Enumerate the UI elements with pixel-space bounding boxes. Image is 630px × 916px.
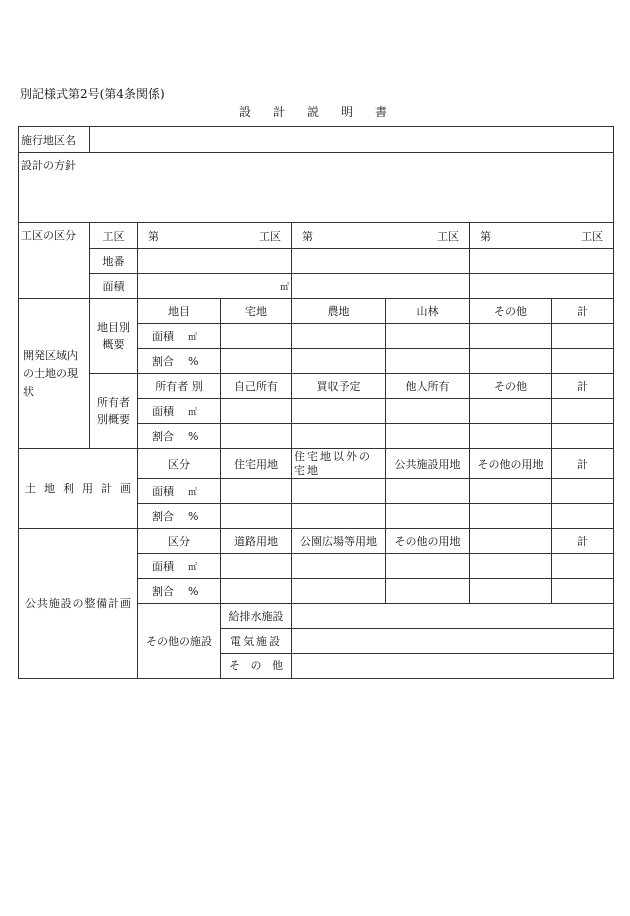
other-facilities-label: その他の施設 xyxy=(138,604,221,679)
design-policy-field[interactable] xyxy=(19,153,614,223)
cell[interactable] xyxy=(292,554,386,579)
section-1[interactable]: 第 工区 xyxy=(138,223,292,249)
category-area-label: 面積 ㎡ xyxy=(138,324,221,349)
district-name-label: 施行地区名 xyxy=(19,127,90,153)
cell[interactable] xyxy=(221,554,292,579)
public-col: 公園広場等用地 xyxy=(292,529,386,554)
cell[interactable] xyxy=(386,579,470,604)
cell[interactable] xyxy=(386,324,470,349)
section-area-1[interactable]: ㎡ xyxy=(138,274,292,299)
current-status-label: 開発区域内の土地の現状 xyxy=(19,299,90,449)
cell[interactable] xyxy=(552,424,614,449)
cell[interactable] xyxy=(470,554,552,579)
section-3[interactable]: 第 工区 xyxy=(470,223,614,249)
public-col: その他の用地 xyxy=(386,529,470,554)
section-area-2[interactable] xyxy=(292,274,470,299)
owner-col: 買収予定 xyxy=(292,374,386,399)
chiban-label: 地番 xyxy=(90,249,138,274)
cell[interactable] xyxy=(292,424,386,449)
cell[interactable] xyxy=(552,479,614,504)
public-col: 計 xyxy=(552,529,614,554)
cell[interactable] xyxy=(552,349,614,374)
water-supply-field[interactable] xyxy=(292,604,614,629)
cell[interactable] xyxy=(221,479,292,504)
cell[interactable] xyxy=(470,579,552,604)
land-use-col: 住宅用地 xyxy=(221,449,292,479)
category-col: 農地 xyxy=(292,299,386,324)
cell[interactable] xyxy=(292,349,386,374)
chiban-3[interactable] xyxy=(470,249,614,274)
cell[interactable] xyxy=(221,424,292,449)
cell[interactable] xyxy=(552,324,614,349)
category-col: その他 xyxy=(470,299,552,324)
land-use-col: 住宅地以外の宅地 xyxy=(292,449,386,479)
land-use-col: 計 xyxy=(552,449,614,479)
cell[interactable] xyxy=(292,579,386,604)
land-use-col: 公共施設用地 xyxy=(386,449,470,479)
land-use-label: 土地利用計画 xyxy=(19,449,138,529)
cell[interactable] xyxy=(386,399,470,424)
owner-col: その他 xyxy=(470,374,552,399)
cell[interactable] xyxy=(552,554,614,579)
design-explanation-form xyxy=(18,126,614,679)
cell[interactable] xyxy=(470,324,552,349)
land-use-kubun: 区分 xyxy=(138,449,221,479)
section-division-label: 工区の区分 xyxy=(19,223,90,299)
form-number: 別記様式第2号(第4条関係) xyxy=(20,87,165,101)
cell[interactable] xyxy=(221,324,292,349)
section-area-3[interactable] xyxy=(470,274,614,299)
land-use-ratio-label: 割合 % xyxy=(138,504,221,529)
public-area-label: 面積 ㎡ xyxy=(138,554,221,579)
owner-ratio-label: 割合 % xyxy=(138,424,221,449)
design-policy-label: 設計の方針 xyxy=(21,159,76,172)
owner-header: 所有者 別 xyxy=(138,374,221,399)
cell[interactable] xyxy=(386,479,470,504)
cell[interactable] xyxy=(292,504,386,529)
cell[interactable] xyxy=(292,479,386,504)
public-ratio-label: 割合 % xyxy=(138,579,221,604)
category-header: 地目 xyxy=(138,299,221,324)
cell[interactable] xyxy=(470,399,552,424)
land-use-col: その他の用地 xyxy=(470,449,552,479)
cell[interactable] xyxy=(292,324,386,349)
owner-col: 他人所有 xyxy=(386,374,470,399)
district-name-field[interactable] xyxy=(90,127,614,153)
cell[interactable] xyxy=(470,504,552,529)
public-col: 道路用地 xyxy=(221,529,292,554)
category-col: 宅地 xyxy=(221,299,292,324)
public-facilities-label: 公共施設の整備計画 xyxy=(19,529,138,679)
other-item-label: 給排水施設 xyxy=(221,604,292,629)
cell[interactable] xyxy=(386,424,470,449)
cell[interactable] xyxy=(552,399,614,424)
cell[interactable] xyxy=(470,479,552,504)
by-owner-label: 所有者別概要 xyxy=(90,374,138,449)
other-item-label: 電気施設 xyxy=(221,629,292,654)
cell[interactable] xyxy=(470,424,552,449)
chiban-1[interactable] xyxy=(138,249,292,274)
cell[interactable] xyxy=(292,399,386,424)
owner-col: 自己所有 xyxy=(221,374,292,399)
other-item-label: その他 xyxy=(221,654,292,679)
chiban-2[interactable] xyxy=(292,249,470,274)
cell[interactable] xyxy=(386,349,470,374)
electric-field[interactable] xyxy=(292,629,614,654)
by-category-label: 地目別概要 xyxy=(90,299,138,374)
public-kubun: 区分 xyxy=(138,529,221,554)
owner-col: 計 xyxy=(552,374,614,399)
cell[interactable] xyxy=(221,504,292,529)
cell[interactable] xyxy=(470,349,552,374)
section-area-label: 面積 xyxy=(90,274,138,299)
owner-area-label: 面積 ㎡ xyxy=(138,399,221,424)
cell[interactable] xyxy=(221,399,292,424)
category-ratio-label: 割合 % xyxy=(138,349,221,374)
cell[interactable] xyxy=(221,349,292,374)
cell[interactable] xyxy=(221,579,292,604)
land-use-area-label: 面積 ㎡ xyxy=(138,479,221,504)
cell[interactable] xyxy=(386,504,470,529)
cell[interactable] xyxy=(386,554,470,579)
form-title: 設計説明書 xyxy=(238,105,409,119)
cell[interactable] xyxy=(552,504,614,529)
category-col: 山林 xyxy=(386,299,470,324)
category-col: 計 xyxy=(552,299,614,324)
section-header: 工区 xyxy=(90,223,138,249)
other-field[interactable] xyxy=(292,654,614,679)
cell[interactable] xyxy=(552,579,614,604)
public-col[interactable] xyxy=(470,529,552,554)
section-2[interactable]: 第 工区 xyxy=(292,223,470,249)
